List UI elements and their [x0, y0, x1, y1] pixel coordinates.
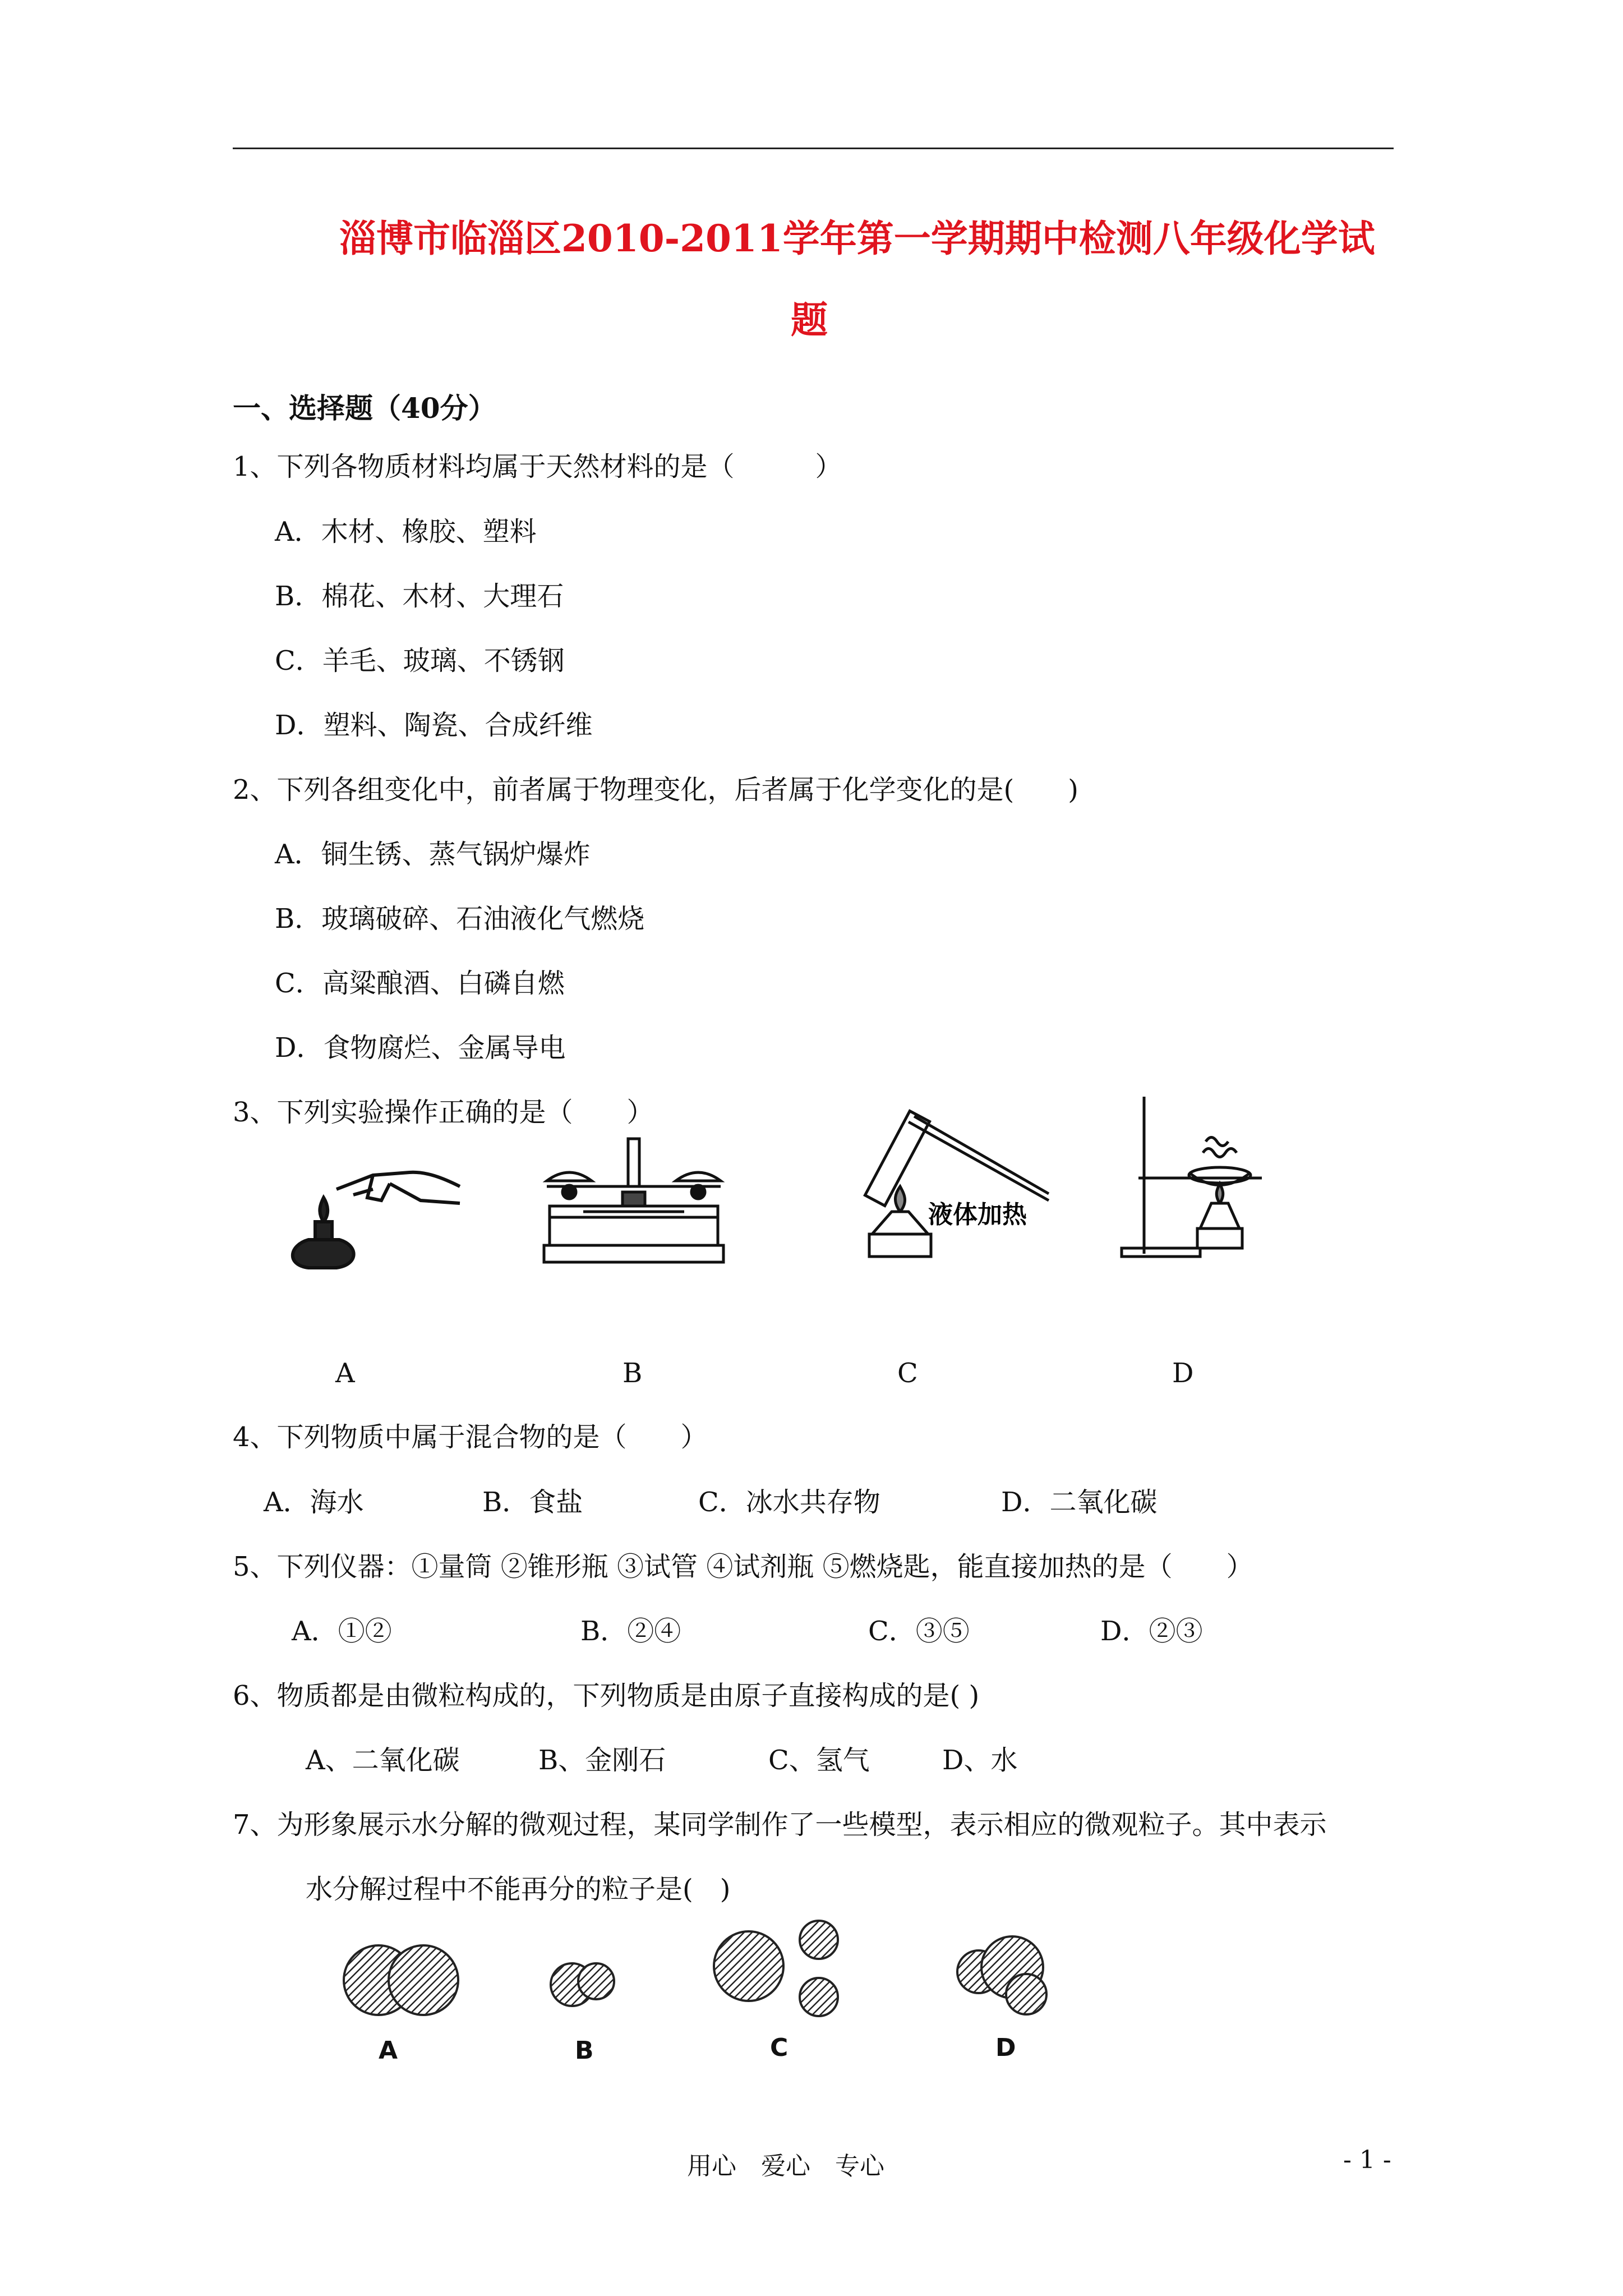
q4-option-b: B．食盐 [482, 1487, 583, 1518]
q1-option-b: B．棉花、木材、大理石 [275, 581, 564, 612]
q2-option-d: D．食物腐烂、金属导电 [275, 1032, 566, 1064]
q4-stem: 4、下列物质中属于混合物的是（ ） [233, 1421, 708, 1453]
q5-option-c: C．③⑤ [868, 1616, 970, 1647]
q6-option-c: C、氢气 [768, 1745, 870, 1776]
q3-stem: 3、下列实验操作正确的是（ ） [233, 1097, 654, 1128]
q7-stem-line1: 7、为形象展示水分解的微观过程，某同学制作了一些模型，表示相应的微观粒子。其中表示 [233, 1809, 1327, 1841]
q7-model-c [709, 1918, 844, 2022]
q3-figure-a [275, 1156, 465, 1268]
q4-option-a: A．海水 [264, 1487, 364, 1518]
q4-option-c: C．冰水共存物 [698, 1487, 880, 1518]
q2-option-b: B．玻璃破碎、石油液化气燃烧 [275, 903, 645, 935]
q5-option-b: B．②④ [580, 1616, 681, 1647]
page-title-line1: 淄博市临淄区2010-2011学年第一学期期中检测八年级化学试 [339, 217, 1375, 260]
q3-label-a: A [335, 1358, 355, 1389]
q3-label-b: B [623, 1358, 643, 1389]
header-rule [233, 148, 1394, 149]
q7-model-a [339, 1941, 468, 2019]
q7-label-a: A [379, 2036, 398, 2065]
q7-label-c: C [770, 2033, 789, 2062]
q1-stem: 1、下列各物质材料均属于天然材料的是（ ） [233, 451, 842, 482]
page-title-line2: 题 [791, 298, 828, 342]
q1-option-d: D．塑料、陶瓷、合成纤维 [275, 710, 593, 741]
q3-figure-b [538, 1133, 729, 1268]
q5-stem: 5、下列仪器：①量筒 ②锥形瓶 ③试管 ④试剂瓶 ⑤燃烧匙，能直接加热的是（ ） [233, 1551, 1253, 1582]
q5-option-a: A．①② [292, 1616, 392, 1647]
q4-option-d: D．二氧化碳 [1001, 1487, 1158, 1518]
q7-model-b [547, 1958, 620, 2008]
q3-label-c: C [897, 1358, 918, 1389]
liquid-heating-caption: 液体加热 [928, 1200, 1027, 1229]
section-heading: 一、选择题（40分） [233, 392, 496, 425]
q3-label-d: D [1172, 1358, 1194, 1389]
q6-option-d: D、水 [942, 1745, 1018, 1776]
page-number: - 1 - [1343, 2146, 1391, 2174]
q7-label-b: B [575, 2036, 594, 2065]
footer-slogan: 用心 爱心 专心 [687, 2152, 884, 2180]
q1-option-c: C．羊毛、玻璃、不锈钢 [275, 645, 565, 677]
q6-option-a: A、二氧化碳 [306, 1745, 460, 1776]
q2-stem: 2、下列各组变化中，前者属于物理变化，后者属于化学变化的是( ) [233, 774, 1078, 806]
q6-stem: 6、物质都是由微粒构成的，下列物质是由原子直接构成的是( ) [233, 1680, 980, 1711]
q7-model-d [953, 1932, 1060, 2019]
q1-option-a: A．木材、橡胶、塑料 [275, 516, 537, 547]
q7-label-d: D [995, 2033, 1016, 2062]
q2-option-a: A．铜生锈、蒸气锅炉爆炸 [275, 839, 591, 870]
q3-figure-c [852, 1094, 1066, 1262]
q2-option-c: C．高粱酿酒、白磷自燃 [275, 968, 565, 999]
q6-option-b: B、金刚石 [538, 1745, 666, 1776]
q7-stem-line2: 水分解过程中不能再分的粒子是( ) [306, 1874, 731, 1905]
q3-figure-d [1122, 1091, 1324, 1265]
q5-option-d: D．②③ [1100, 1616, 1203, 1647]
